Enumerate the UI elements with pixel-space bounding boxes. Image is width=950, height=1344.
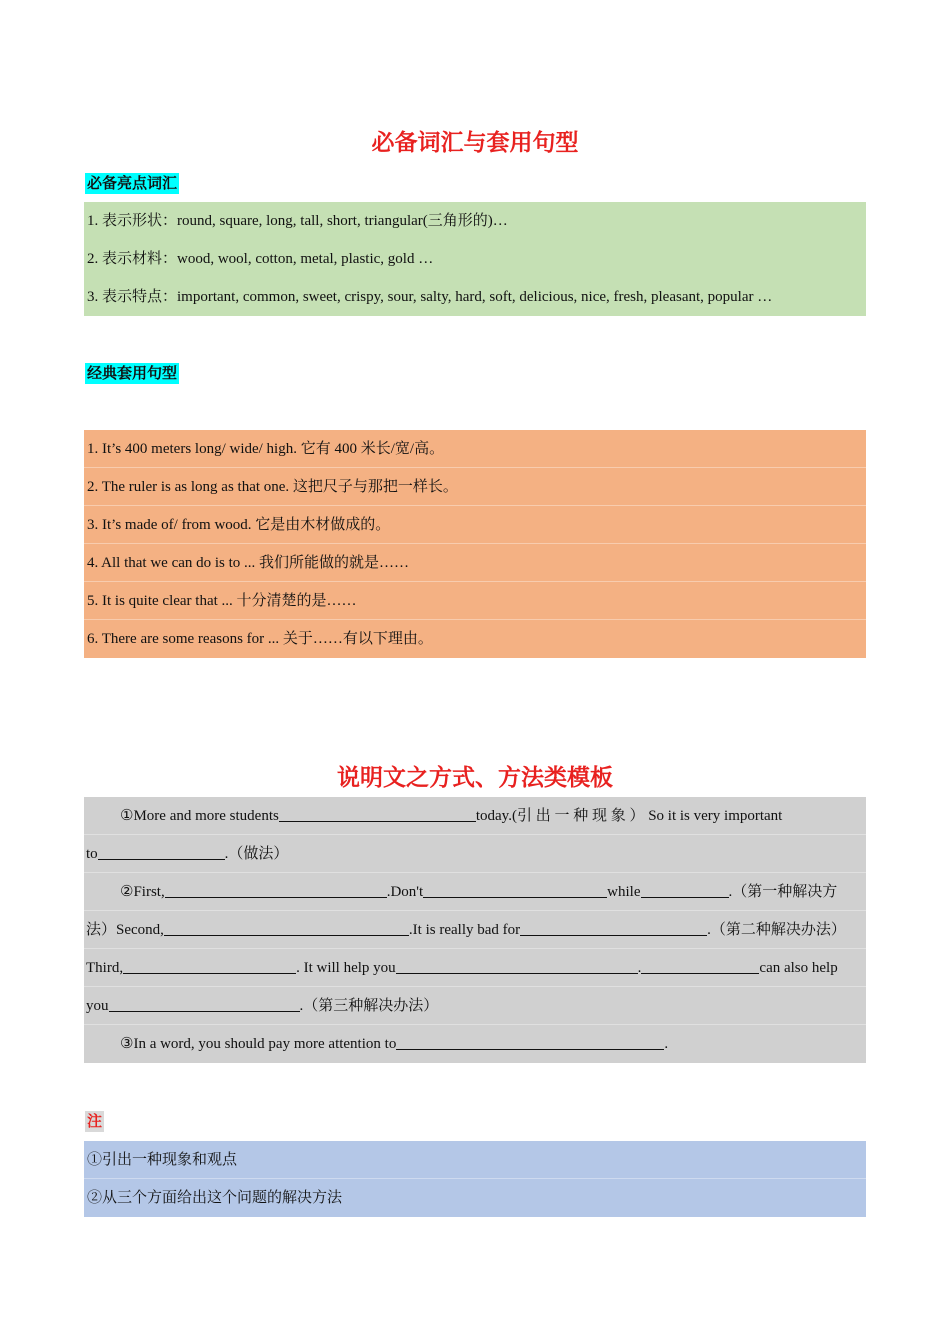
template-text: .（做法） — [224, 846, 289, 862]
page-title: 必备词汇与套用句型 — [371, 129, 579, 156]
note-item: ②从三个方面给出这个问题的解决方法 — [87, 1190, 343, 1206]
vocab-box — [84, 202, 866, 316]
fill-blank[interactable] — [98, 845, 225, 860]
template-title: 说明文之方式、方法类模板 — [337, 764, 613, 791]
template-text: .Don't — [386, 884, 424, 900]
template-line-1 — [84, 797, 866, 835]
sentence-item: 6. There are some reasons for ... 关于……有以下理由。 — [87, 631, 433, 647]
template-text: while — [607, 884, 641, 900]
template-text: today.(引 出 一 种 现 象 ） So it is very important — [475, 808, 783, 824]
template-line-3 — [84, 873, 866, 911]
vocab-item: 3. 表示特点：important, common, sweet, crispy, sour, salty, hard, soft, delicious, nice, fresh, pleasant, popular … — [87, 289, 773, 305]
template-text: Third, — [86, 960, 124, 976]
fill-blank[interactable] — [165, 883, 387, 898]
template-text: ②First, — [120, 884, 165, 900]
template-text: . — [664, 1036, 669, 1052]
template-text: you — [86, 998, 109, 1014]
template-text: . — [637, 960, 642, 976]
template-text: ③In a word, you should pay more attention to — [120, 1036, 397, 1052]
sentence-item: 5. It is quite clear that ... 十分清楚的是…… — [84, 582, 866, 620]
template-text: ①More and more students — [120, 808, 279, 824]
sentence-item: 2. The ruler is as long as that one. 这把尺子与那把一样长。 — [84, 468, 866, 506]
template-text: .（第三种解决办法） — [299, 998, 439, 1014]
fill-blank[interactable] — [164, 921, 409, 936]
template-line-7 — [84, 1025, 866, 1063]
template-text: .（第一种解决方 — [728, 884, 838, 900]
template-line-6 — [84, 987, 866, 1025]
fill-blank[interactable] — [396, 959, 638, 974]
note-box — [84, 1141, 866, 1217]
fill-blank[interactable] — [123, 959, 296, 974]
sentence-item: 3. It’s made of/ from wood. 它是由木材做成的。 — [84, 506, 866, 544]
fill-blank[interactable] — [396, 1035, 664, 1050]
fill-blank[interactable] — [641, 883, 729, 898]
fill-blank[interactable] — [520, 921, 707, 936]
vocab-item: 2. 表示材料：wood, wool, cotton, metal, plastic, gold … — [87, 251, 434, 267]
note-item: ①引出一种现象和观点 — [84, 1141, 866, 1179]
template-box — [84, 797, 866, 1063]
template-line-5 — [84, 949, 866, 987]
vocab-heading: 必备亮点词汇 — [87, 174, 178, 192]
template-text: can also help — [759, 960, 838, 976]
sentence-box — [84, 430, 866, 658]
template-text: .It is really bad for — [408, 922, 521, 938]
template-text: .（第二种解决办法） — [707, 922, 846, 938]
fill-blank[interactable] — [423, 883, 607, 898]
template-text: 法）Second, — [86, 922, 164, 938]
sentence-item: 1. It’s 400 meters long/ wide/ high. 它有 400 米长/宽/高。 — [84, 430, 866, 468]
fill-blank[interactable] — [641, 959, 759, 974]
template-line-4 — [84, 911, 866, 949]
fill-blank[interactable] — [109, 997, 300, 1012]
sentence-item: 4. All that we can do is to ... 我们所能做的就是…… — [84, 544, 866, 582]
note-heading: 注 — [87, 1112, 103, 1130]
fill-blank[interactable] — [279, 807, 476, 822]
template-text: . It will help you — [296, 960, 396, 976]
template-line-2 — [84, 835, 866, 873]
vocab-item: 1. 表示形状：round, square, long, tall, short, triangular(三角形的)… — [87, 213, 508, 229]
template-text: to — [86, 846, 98, 862]
sentence-heading: 经典套用句型 — [87, 364, 178, 382]
